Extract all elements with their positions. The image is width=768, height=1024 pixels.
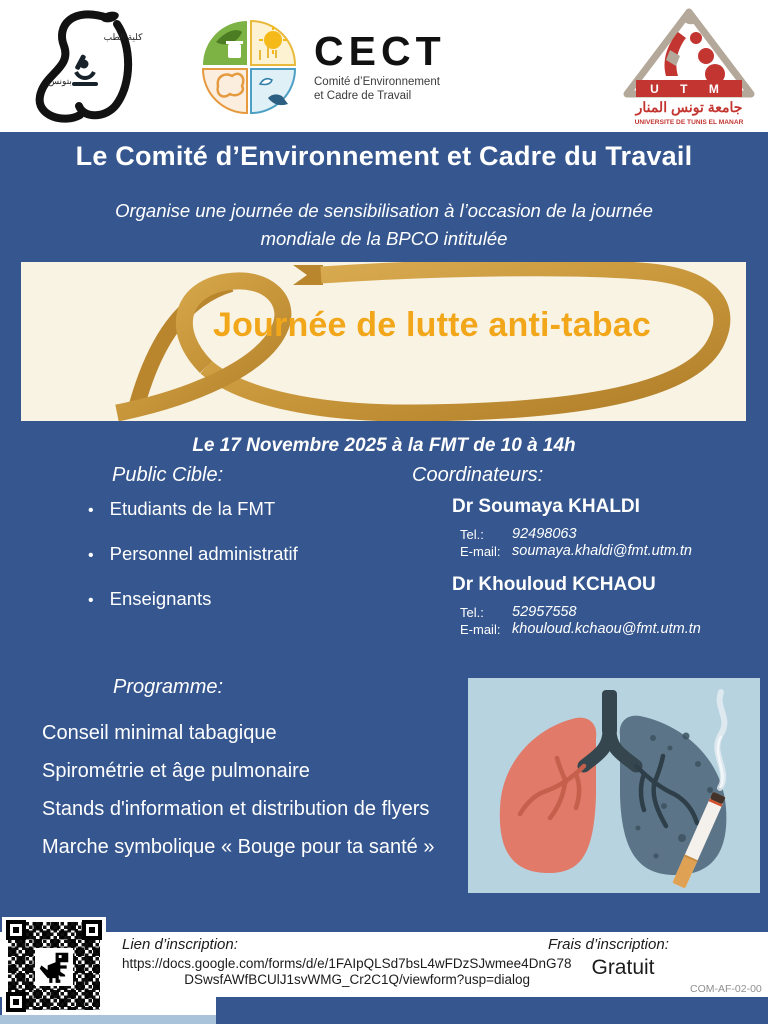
subtitle-line1: Organise une journée de sensibilisation à l’occasion de la journée bbox=[115, 200, 653, 221]
tel-label: Tel.: bbox=[460, 527, 484, 542]
utm-logo bbox=[618, 4, 760, 128]
page-title: Le Comité d’Environnement et Cadre du Travail bbox=[75, 141, 693, 171]
event-title: Journée de lutte anti-tabac bbox=[212, 306, 652, 344]
lien-inscription-label: Lien d’inscription: bbox=[122, 936, 238, 953]
qr-finder-icon bbox=[6, 920, 26, 940]
list-item: Spirométrie et âge pulmonaire bbox=[42, 760, 310, 782]
cect-wordmark bbox=[314, 30, 524, 103]
list-item: Stands d'information et distribution de flyers bbox=[42, 798, 430, 820]
microscope-icon bbox=[72, 54, 98, 86]
inscription-url-line2[interactable]: DSwsfAWfBCUlJ1svWMG_Cr2C1Q/viewform?usp=dialog bbox=[184, 972, 530, 987]
coordinator-name: Dr Soumaya KHALDI bbox=[452, 496, 640, 517]
fmt-logo bbox=[20, 6, 150, 126]
list-item: Marche symbolique « Bouge pour ta santé » bbox=[42, 836, 435, 858]
tel-value: 92498063 bbox=[512, 526, 577, 542]
inscription-url[interactable] bbox=[122, 956, 572, 988]
cect-emblem-icon bbox=[198, 16, 300, 118]
coordinators-heading: Coordinateurs: bbox=[412, 464, 544, 486]
tel-label: Tel.: bbox=[460, 605, 484, 620]
cect-caption-line2: et Cadre de Travail bbox=[314, 89, 412, 102]
tel-value: 52957558 bbox=[512, 604, 577, 620]
utm-caption: UNIVERSITE DE TUNIS EL MANAR bbox=[634, 119, 744, 126]
email-label: E-mail: bbox=[460, 544, 501, 559]
inscription-qr-code[interactable] bbox=[2, 917, 106, 1015]
dino-icon bbox=[35, 948, 73, 986]
utm-arabic: جامعة تونس المنار bbox=[635, 99, 743, 115]
list-item: • Enseignants bbox=[88, 588, 298, 610]
programme-list bbox=[42, 722, 434, 874]
public-cible-list bbox=[88, 498, 298, 633]
subtitle bbox=[64, 197, 704, 253]
qr-pattern bbox=[8, 922, 100, 1010]
footer bbox=[0, 932, 768, 997]
email-value: soumaya.khaldi@fmt.utm.tn bbox=[512, 543, 692, 559]
subtitle-line2: mondiale de la BPCO intitulée bbox=[260, 228, 508, 249]
header-logo-band bbox=[0, 0, 768, 132]
ribbon-banner bbox=[21, 262, 746, 421]
cect-logo bbox=[198, 16, 528, 120]
list-item: • Personnel administratif bbox=[88, 543, 298, 565]
email-label: E-mail: bbox=[460, 622, 501, 637]
programme-heading: Programme: bbox=[113, 676, 224, 698]
frais-inscription-label: Frais d’inscription: bbox=[548, 936, 669, 953]
document-code: COM-AF-02-00 bbox=[690, 983, 762, 995]
coordinator-1 bbox=[452, 496, 752, 560]
coordinator-2 bbox=[452, 574, 752, 638]
cect-acronym: CECT bbox=[314, 28, 446, 74]
coordinators-block bbox=[452, 496, 752, 652]
lungs-cigarette-icon bbox=[468, 678, 760, 893]
public-cible-heading: Public Cible: bbox=[112, 464, 224, 486]
fmt-arabic-bottom: بتونس bbox=[48, 76, 72, 86]
frais-value: Gratuit bbox=[591, 956, 655, 979]
cect-caption-line1: Comité d’Environnement bbox=[314, 76, 440, 88]
qr-finder-icon bbox=[82, 920, 102, 940]
utm-acronym: U T M bbox=[650, 82, 728, 96]
event-date: Le 17 Novembre 2025 à la FMT de 10 à 14h bbox=[192, 435, 576, 456]
qr-finder-icon bbox=[6, 992, 26, 1012]
list-item: • Etudiants de la FMT bbox=[88, 498, 298, 520]
list-item: Conseil minimal tabagique bbox=[42, 722, 277, 744]
email-value: khouloud.kchaou@fmt.utm.tn bbox=[512, 621, 701, 637]
inscription-url-line1[interactable]: https://docs.google.com/forms/d/e/1FAIpQLSd7bsL4wFDzSJwmee4DnG78 bbox=[122, 956, 572, 971]
footer-light-strip bbox=[0, 1015, 216, 1024]
fmt-arabic-top: كلية الطب bbox=[103, 32, 143, 42]
fmt-calligraphy-icon bbox=[20, 6, 150, 126]
lungs-illustration bbox=[468, 678, 760, 893]
coordinator-name: Dr Khouloud KCHAOU bbox=[452, 574, 656, 595]
utm-emblem-icon bbox=[618, 4, 760, 128]
footer-white-extension bbox=[106, 997, 216, 1015]
